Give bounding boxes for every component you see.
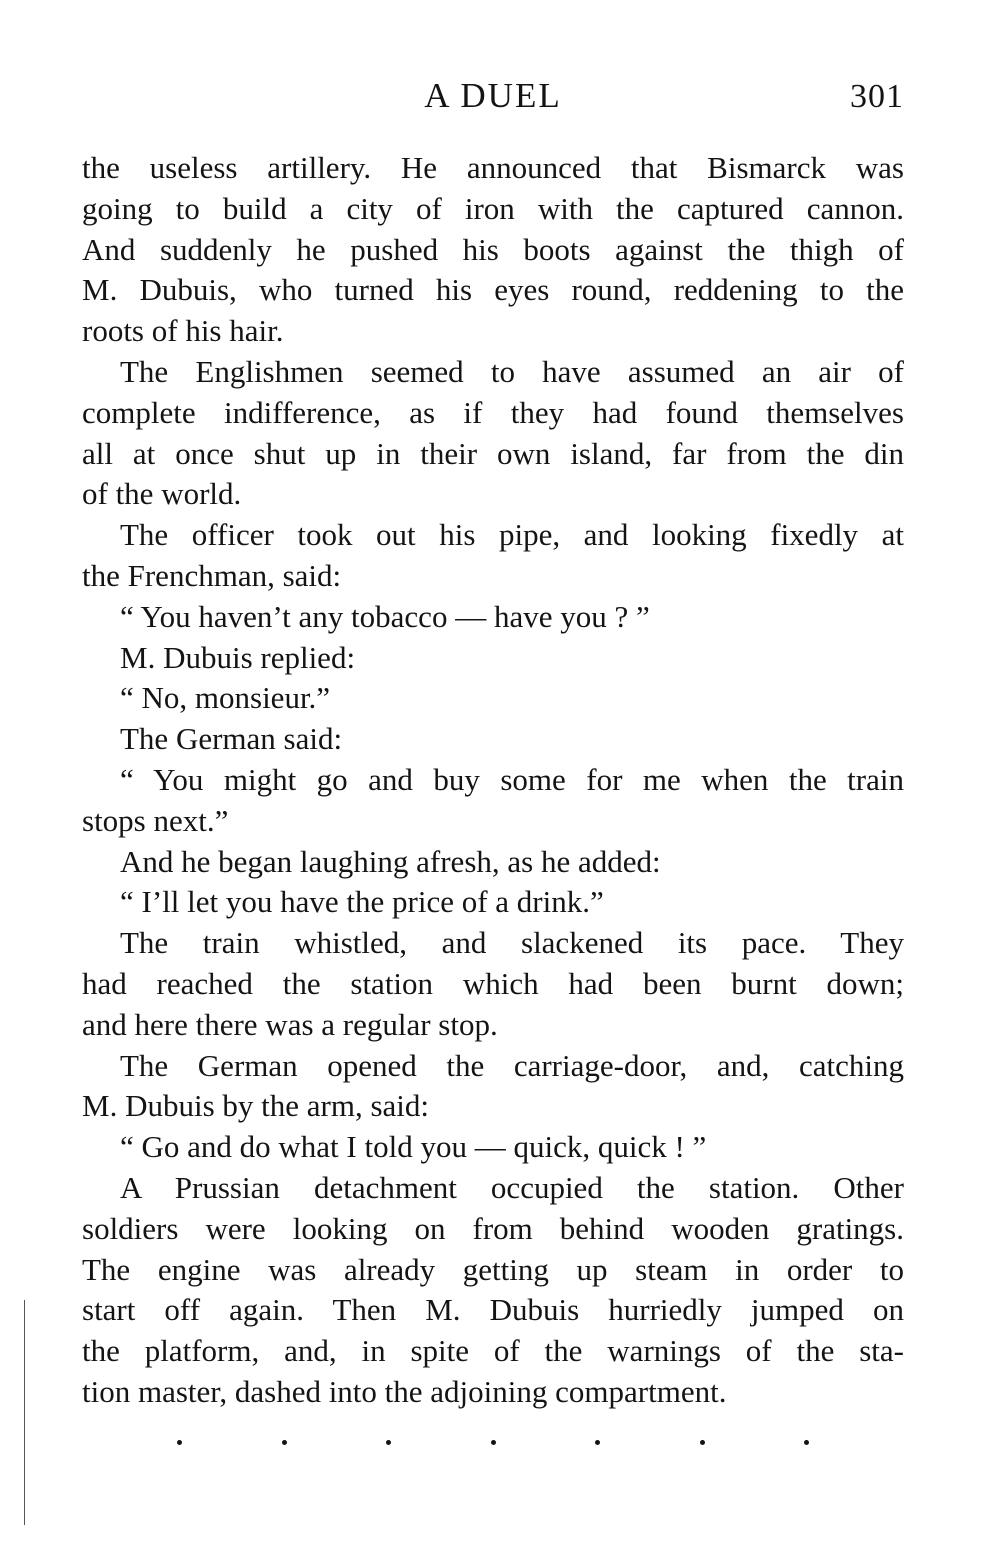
- text-line: M. Dubuis, who turned his eyes round, reddening to the: [82, 272, 904, 308]
- text-line: “ Go and do what I told you — quick, quick ! ”: [120, 1129, 707, 1165]
- section-break-dot: [177, 1440, 182, 1445]
- section-break-dot: [595, 1440, 600, 1445]
- text-line: tion master, dashed into the adjoining compartment.: [82, 1373, 727, 1409]
- text-line: “ I’ll let you have the price of a drink.”: [120, 884, 604, 920]
- text-line: of the world.: [82, 476, 242, 512]
- text-line: M. Dubuis replied:: [120, 639, 356, 675]
- text-line: had reached the station which had been burnt down;: [82, 965, 904, 1001]
- text-line: complete indifference, as if they had found themselves: [82, 394, 904, 430]
- section-break-dot: [386, 1440, 391, 1445]
- section-break-dots: [82, 1432, 904, 1456]
- text-line: “ You might go and buy some for me when the train: [120, 761, 904, 797]
- page-number: 301: [850, 78, 904, 115]
- section-break-dot: [282, 1440, 287, 1445]
- text-line: all at once shut up in their own island, far from the din: [82, 435, 904, 471]
- text-line: The engine was already getting up steam in order to: [82, 1251, 904, 1287]
- text-line: and here there was a regular stop.: [82, 1006, 498, 1042]
- text-line: The train whistled, and slackened its pace. They: [120, 925, 904, 961]
- text-line: The German said:: [120, 721, 343, 757]
- text-line: stops next.”: [82, 802, 229, 838]
- text-line: start off again. Then M. Dubuis hurriedly jumped on: [82, 1292, 904, 1328]
- text-line: M. Dubuis by the arm, said:: [82, 1088, 429, 1124]
- text-line: the Frenchman, said:: [82, 557, 342, 593]
- text-line: And suddenly he pushed his boots against the thigh of: [82, 231, 904, 267]
- text-line: The Englishmen seemed to have assumed an air of: [120, 353, 904, 389]
- text-line: “ No, monsieur.”: [120, 680, 331, 716]
- text-line: The German opened the carriage-door, and, catching: [120, 1047, 904, 1083]
- body-text: [82, 148, 904, 1413]
- text-line: The officer took out his pipe, and looking fixedly at: [120, 517, 904, 553]
- running-head: [82, 72, 904, 122]
- text-line: the platform, and, in spite of the warnings of the sta-: [82, 1333, 904, 1369]
- text-line: soldiers were looking on from behind wooden gratings.: [82, 1210, 904, 1246]
- section-break-dot: [804, 1440, 809, 1445]
- text-line: roots of his hair.: [82, 313, 284, 349]
- text-line: going to build a city of iron with the captured cannon.: [82, 190, 904, 226]
- text-line: A Prussian detachment occupied the station. Other: [120, 1169, 904, 1205]
- text-line: the useless artillery. He announced that Bismarck was: [82, 150, 904, 185]
- section-break-dot: [491, 1440, 496, 1445]
- text-line: And he began laughing afresh, as he added:: [120, 843, 661, 879]
- text-line: “ You haven’t any tobacco — have you ? ”: [120, 598, 650, 634]
- section-break-dot: [700, 1440, 705, 1445]
- running-title: A DUEL: [424, 76, 562, 115]
- margin-scan-line: [24, 1300, 25, 1525]
